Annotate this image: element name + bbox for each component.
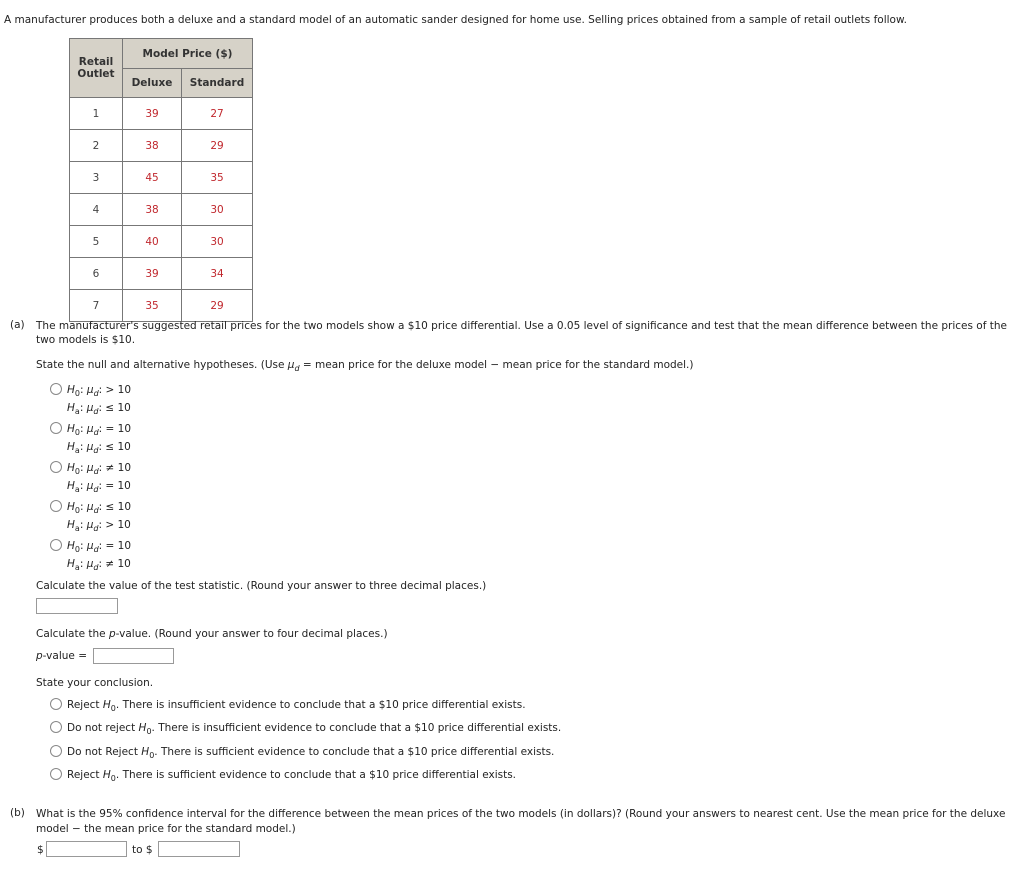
table-row bbox=[70, 98, 253, 130]
hypothesis-option[interactable]: $H_0$: $\mu_d$: ≠ 10 $H_a$: $\mu_d$: = 10 bbox=[50, 461, 131, 497]
ci-upper-input[interactable] bbox=[158, 841, 240, 857]
radio-button[interactable] bbox=[50, 745, 62, 757]
standard-cell: 35 bbox=[182, 162, 253, 194]
pvalue-label: p-value = bbox=[36, 650, 87, 662]
pvalue-input[interactable] bbox=[93, 648, 174, 664]
standard-cell: 34 bbox=[182, 258, 253, 290]
radio-button[interactable] bbox=[50, 383, 62, 395]
pvalue-prompt: Calculate the p-value. (Round your answer to four decimal places.) bbox=[36, 628, 388, 640]
table-row bbox=[70, 290, 253, 322]
radio-button[interactable] bbox=[50, 768, 62, 780]
outlet-cell: 3 bbox=[70, 162, 123, 194]
deluxe-cell: 45 bbox=[123, 162, 182, 194]
conclusion-option[interactable]: Reject $H_0$. There is sufficient evidence to conclude that a $10 price differential exists. bbox=[50, 768, 516, 783]
deluxe-cell: 40 bbox=[123, 226, 182, 258]
table-row bbox=[70, 258, 253, 290]
table-row bbox=[70, 194, 253, 226]
part-b-question: (b) What is the 95% confidence interval for the difference between the mean prices of the two models (in dollars)? (Round your answers to nearest cent. Use the mean price for the deluxe model − the mean price for the standard model.) bbox=[10, 807, 1006, 835]
radio-button[interactable] bbox=[50, 422, 62, 434]
deluxe-cell: 38 bbox=[123, 194, 182, 226]
deluxe-cell: 39 bbox=[123, 258, 182, 290]
col-outlet: Retail Outlet bbox=[70, 39, 123, 98]
radio-button[interactable] bbox=[50, 500, 62, 512]
standard-cell: 29 bbox=[182, 130, 253, 162]
ci-to-label: to $ bbox=[132, 844, 153, 856]
conclusion-option[interactable]: Do not reject $H_0$. There is insufficient evidence to conclude that a $10 price differential exists. bbox=[50, 721, 561, 736]
hypothesis-option[interactable]: $H_0$: $\mu_d$: = 10 $H_a$: $\mu_d$: ≤ 10 bbox=[50, 422, 131, 458]
outlet-cell: 4 bbox=[70, 194, 123, 226]
conclusion-option[interactable]: Reject $H_0$. There is insufficient evidence to conclude that a $10 price differential exists. bbox=[50, 698, 526, 713]
test-stat-prompt: Calculate the value of the test statistic. (Round your answer to three decimal places.) bbox=[36, 580, 487, 592]
hyp-prompt: State the null and alternative hypotheses. (Use $\mu_d$ = mean price for the deluxe model − mean price for the standard model.) bbox=[36, 359, 694, 373]
conclusion-prompt: State your conclusion. bbox=[36, 677, 154, 689]
col-group: Model Price ($) bbox=[123, 39, 253, 69]
deluxe-cell: 38 bbox=[123, 130, 182, 162]
hypothesis-option[interactable]: $H_0$: $\mu_d$: = 10 $H_a$: $\mu_d$: ≠ 10 bbox=[50, 539, 131, 575]
outlet-cell: 1 bbox=[70, 98, 123, 130]
outlet-cell: 6 bbox=[70, 258, 123, 290]
conclusion-option[interactable]: Do not Reject $H_0$. There is sufficient evidence to conclude that a $10 price differential exists. bbox=[50, 745, 554, 760]
test-statistic-input[interactable] bbox=[36, 598, 118, 614]
price-table bbox=[69, 38, 253, 322]
ci-lower-input[interactable] bbox=[46, 841, 127, 857]
part-a-question bbox=[10, 319, 1020, 347]
table-row bbox=[70, 162, 253, 194]
outlet-cell: 2 bbox=[70, 130, 123, 162]
hypothesis-option[interactable]: $H_0$: $\mu_d$: ≤ 10 $H_a$: $\mu_d$: > 10 bbox=[50, 500, 131, 536]
col-standard: Standard bbox=[182, 69, 253, 98]
standard-cell: 27 bbox=[182, 98, 253, 130]
hypothesis-option[interactable]: $H_0$: $\mu_d$: > 10 $H_a$: $\mu_d$: ≤ 10 bbox=[50, 383, 131, 419]
standard-cell: 29 bbox=[182, 290, 253, 322]
part-a-text: The manufacturer's suggested retail prices for the two models show a $10 price differential. Use a 0.05 level of significance and test that the mean difference between the prices of the two models is $10. bbox=[36, 320, 1007, 346]
part-a-label: (a) bbox=[10, 319, 25, 331]
radio-button[interactable] bbox=[50, 698, 62, 710]
table-row bbox=[70, 130, 253, 162]
outlet-cell: 5 bbox=[70, 226, 123, 258]
standard-cell: 30 bbox=[182, 226, 253, 258]
outlet-cell: 7 bbox=[70, 290, 123, 322]
standard-cell: 30 bbox=[182, 194, 253, 226]
table-row bbox=[70, 226, 253, 258]
ci-lower-dollar: $ bbox=[37, 844, 44, 856]
deluxe-cell: 35 bbox=[123, 290, 182, 322]
radio-button[interactable] bbox=[50, 461, 62, 473]
radio-button[interactable] bbox=[50, 539, 62, 551]
radio-button[interactable] bbox=[50, 721, 62, 733]
deluxe-cell: 39 bbox=[123, 98, 182, 130]
intro-text: A manufacturer produces both a deluxe and a standard model of an automatic sander designed for home use. Selling prices obtained from a sample of retail outlets follow. bbox=[4, 14, 907, 26]
col-deluxe: Deluxe bbox=[123, 69, 182, 98]
